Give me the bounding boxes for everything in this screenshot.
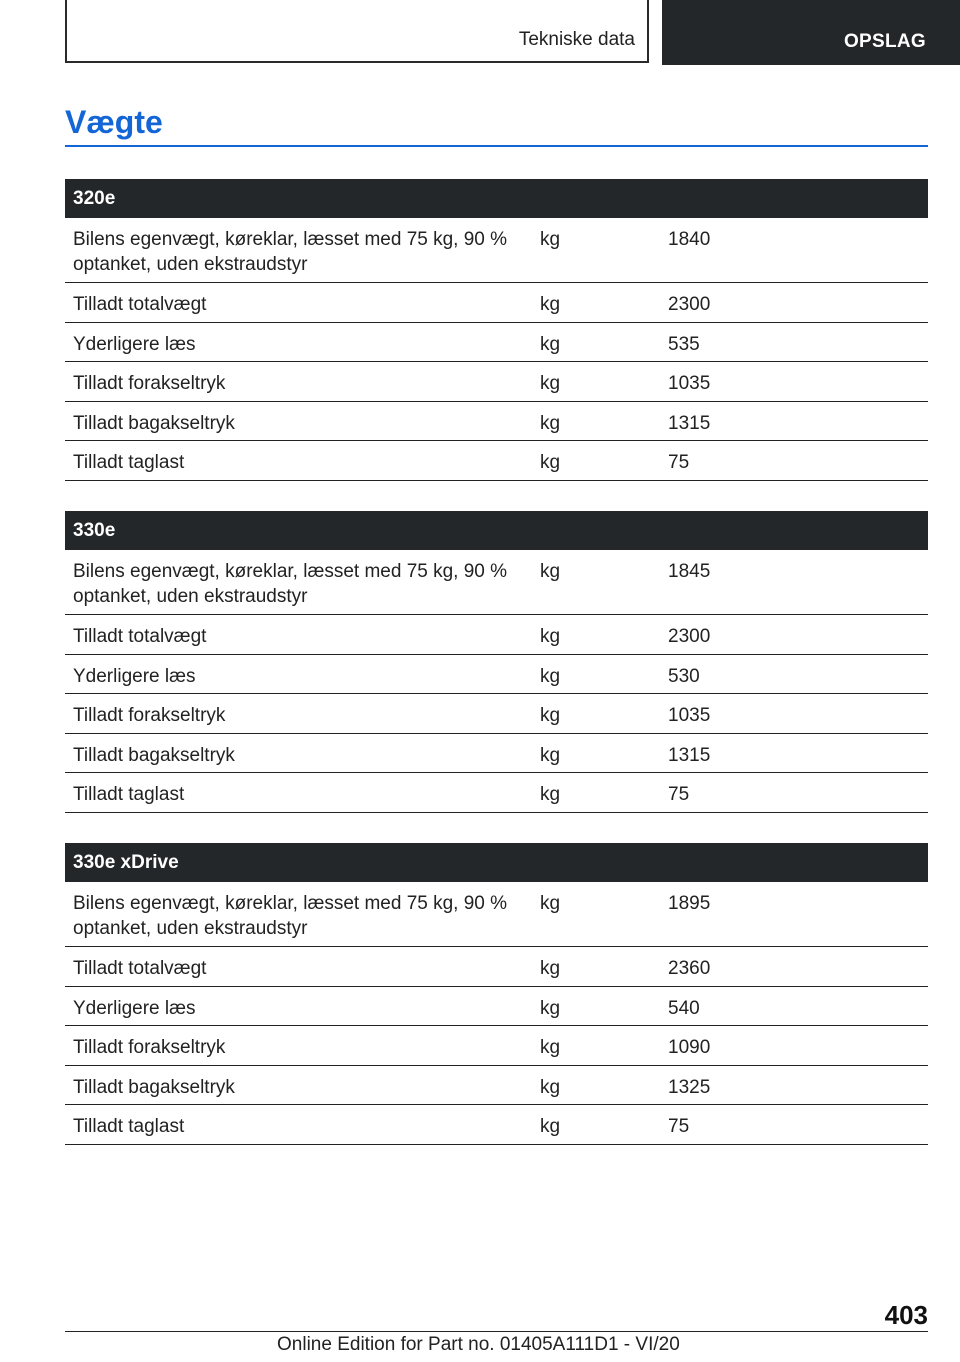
row-unit: kg [540, 997, 561, 1019]
row-value: 1315 [668, 412, 711, 434]
row-label: Yderligere læs [73, 665, 196, 687]
table-row [65, 734, 928, 774]
table-header: 330e [65, 511, 928, 550]
table-row [65, 218, 928, 283]
chapter-label: OPSLAG [843, 31, 926, 52]
row-value: 2300 [668, 626, 711, 647]
table-row [65, 550, 928, 615]
row-unit: kg [540, 333, 561, 355]
row-label: Tilladt taglast [73, 1116, 185, 1138]
table-row [65, 615, 928, 655]
table-row [65, 882, 928, 947]
table-row [65, 283, 928, 323]
row-label: Tilladt bagakseltryk [73, 744, 235, 766]
row-unit: kg [540, 229, 561, 250]
weights-table [65, 843, 928, 1145]
row-unit: kg [540, 1076, 561, 1098]
row-unit: kg [540, 412, 561, 434]
row-unit: kg [540, 705, 561, 727]
section-tab [65, 0, 649, 63]
row-label: Yderligere læs [73, 333, 196, 355]
table-row [65, 362, 928, 402]
row-value: 1845 [668, 561, 711, 582]
row-label: Tilladt totalvægt [73, 626, 207, 647]
row-unit: kg [540, 665, 561, 687]
row-label: Bilens egenvægt, køreklar, læsset med 75 kg, 90 % optanket, uden ekstraudstyr [73, 893, 508, 939]
row-value: 1840 [668, 229, 711, 250]
table-row [65, 402, 928, 442]
table-header: 330e xDrive [65, 843, 928, 882]
table-row [65, 655, 928, 695]
row-label: Bilens egenvægt, køreklar, læsset med 75 kg, 90 % optanket, uden ekstraudstyr [73, 561, 508, 607]
row-label: Tilladt forakseltryk [73, 705, 226, 727]
row-value: 535 [668, 333, 700, 355]
weights-table [65, 511, 928, 813]
section-label: Tekniske data [518, 29, 635, 50]
row-unit: kg [540, 958, 561, 979]
row-unit: kg [540, 1116, 561, 1138]
table-header: 320e [65, 179, 928, 218]
row-unit: kg [540, 626, 561, 647]
row-value: 1090 [668, 1037, 711, 1059]
row-label: Tilladt taglast [73, 452, 185, 474]
row-unit: kg [540, 452, 561, 474]
row-unit: kg [540, 1037, 561, 1059]
row-label: Tilladt forakseltryk [73, 373, 226, 395]
row-label: Tilladt totalvægt [73, 958, 207, 979]
row-value: 1035 [668, 373, 711, 395]
row-label: Yderligere læs [73, 997, 196, 1019]
table-row [65, 773, 928, 813]
row-label: Tilladt taglast [73, 784, 185, 806]
page-header [65, 0, 960, 65]
row-value: 2300 [668, 294, 711, 315]
row-unit: kg [540, 373, 561, 395]
row-unit: kg [540, 744, 561, 766]
row-unit: kg [540, 561, 561, 582]
table-row [65, 323, 928, 363]
table-row [65, 441, 928, 481]
row-value: 530 [668, 665, 700, 687]
row-label: Bilens egenvægt, køreklar, læsset med 75 kg, 90 % optanket, uden ekstraudstyr [73, 229, 508, 275]
row-label: Tilladt bagakseltryk [73, 412, 235, 434]
row-value: 75 [668, 784, 690, 806]
row-label: Tilladt totalvægt [73, 294, 207, 315]
footer-divider [65, 1331, 928, 1332]
title-divider [65, 145, 928, 147]
table-row [65, 1066, 928, 1106]
weights-table [65, 179, 928, 481]
row-value: 2360 [668, 958, 711, 979]
table-row [65, 947, 928, 987]
table-row [65, 694, 928, 734]
row-value: 75 [668, 1116, 690, 1138]
row-label: Tilladt forakseltryk [73, 1037, 226, 1059]
page-title: Vægte [65, 104, 163, 140]
row-value: 1895 [668, 893, 711, 914]
row-unit: kg [540, 294, 561, 315]
table-row [65, 1105, 928, 1145]
edition-note: Online Edition for Part no. 01405A111D1 - VI/20 [277, 1334, 680, 1355]
table-row [65, 987, 928, 1027]
row-value: 1035 [668, 705, 711, 727]
row-label: Tilladt bagakseltryk [73, 1076, 235, 1098]
row-value: 1325 [668, 1076, 711, 1098]
page-number: 403 [884, 1300, 928, 1330]
row-unit: kg [540, 893, 561, 914]
chapter-tab [662, 0, 960, 65]
row-value: 75 [668, 452, 690, 474]
table-row [65, 1026, 928, 1066]
row-value: 1315 [668, 744, 711, 766]
row-value: 540 [668, 997, 700, 1019]
row-unit: kg [540, 784, 561, 806]
